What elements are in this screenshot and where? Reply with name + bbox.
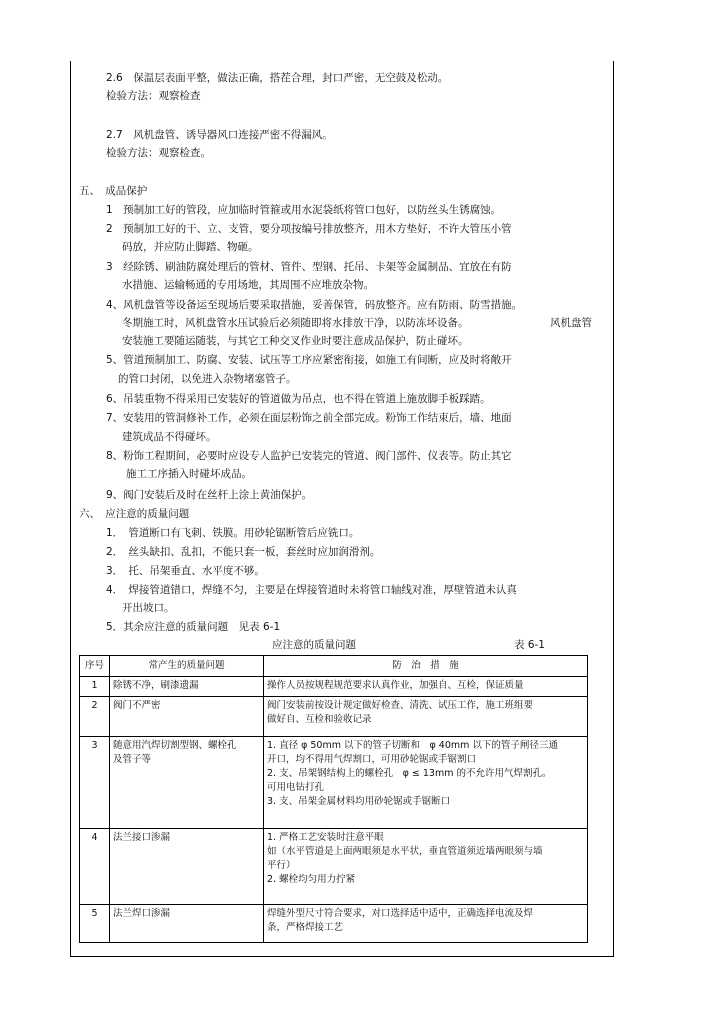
measure-text: 操作人员按规程规范要求认真作业，加强自、互检，保证质量 xyxy=(267,680,524,691)
list-item: 4． 焊接管道错口，焊缝不匀，主要是在焊接管道时未将管口轴线对准，厚壁管道未认真 xyxy=(106,584,517,596)
list-item: 8、粉饰工程期间，必要时应设专人监护已安装完的管道、阀门部件、仪表等。防止其它 xyxy=(106,450,512,462)
row-number: 4 xyxy=(80,829,110,905)
measures-cell xyxy=(264,697,588,737)
page-frame-bottom xyxy=(70,956,613,957)
measure-text: 焊缝外型尺寸符合要求，对口选择适中适中，正确选择电流及焊 xyxy=(267,908,534,919)
list-item: 6、吊装重物不得采用已安装好的管道做为吊点，也不得在管道上施放脚手板踩踏。 xyxy=(106,393,491,405)
measure-text: 做好自、互检和验收记录 xyxy=(267,714,372,725)
measure-text: 如（水平管道是上面两眼须是水平状，垂直管道须近墙两眼须与墙 xyxy=(267,846,543,857)
list-item: 1． 管道断口有飞刺、铁膜。用砂轮锯断管后应铣口。 xyxy=(106,527,360,539)
problem-cell xyxy=(110,697,264,737)
list-item-continued: 水措施、运输畅通的专用场地，其周围不应堆放杂物。 xyxy=(122,279,374,291)
problem-text: 法兰焊口渗漏 xyxy=(113,908,171,919)
measures-cell xyxy=(264,829,588,905)
measures-cell xyxy=(264,905,588,943)
column-header-no: 序号 xyxy=(80,656,110,677)
column-header-measures: 防 治 措 施 xyxy=(264,656,588,677)
column-header-problem: 常产生的质量问题 xyxy=(110,656,264,677)
table-row xyxy=(80,829,588,905)
measures-cell xyxy=(264,677,588,697)
problem-cell xyxy=(110,677,264,697)
list-item: 1 预制加工好的管段，应加临时管箍或用水泥袋纸将管口包好，以防丝头生锈腐蚀。 xyxy=(106,204,502,216)
table-row xyxy=(80,677,588,697)
list-item: 5．其余应注意的质量问题 见表 6-1 xyxy=(106,621,281,633)
table-row xyxy=(80,697,588,737)
row-number: 5 xyxy=(80,905,110,943)
list-item-continued: 风机盘管 xyxy=(550,317,592,329)
list-item: 3． 托、吊架垂直、水平度不够。 xyxy=(106,565,265,577)
table-row xyxy=(80,737,588,829)
inspection-method: 检验方法：观察检查 xyxy=(106,90,201,102)
measure-text: 1. 严格工艺安装时注意平眼 xyxy=(267,832,384,843)
list-item: 2 预制加工好的干、立、支管，要分项按编号排放整齐，用木方垫好，不许大管压小管 xyxy=(106,223,512,235)
inspection-method: 检验方法：观察检查。 xyxy=(106,147,211,159)
row-number: 3 xyxy=(80,737,110,829)
list-item-continued: 安装施工要随运随装，与其它工种交叉作业时要注意成品保护，防止碰坏。 xyxy=(122,335,469,347)
quality-problems-table xyxy=(79,655,588,943)
item-2-7: 2.7 风机盘管、诱导器风口连接严密不得漏风。 xyxy=(106,129,333,141)
table-header-row xyxy=(80,656,588,677)
measure-text: 可用电钻打孔 xyxy=(267,782,325,793)
problem-text: 阀门不严密 xyxy=(113,700,161,711)
measure-text: 3. 支、吊架金属材料均用砂轮锯或手锯断口 xyxy=(267,796,451,807)
problem-cell xyxy=(110,829,264,905)
row-number: 1 xyxy=(80,677,110,697)
measure-text: 条，严格焊接工艺 xyxy=(267,922,344,933)
item-2-6: 2.6 保温层表面平整，做法正确，搭茬合理，封口严密，无空鼓及松动。 xyxy=(106,72,449,84)
table-row xyxy=(80,905,588,943)
measure-text: 2. 螺栓均匀用力拧紧 xyxy=(267,874,356,885)
problem-text: 法兰接口渗漏 xyxy=(113,832,171,843)
problem-text: 随意用汽焊切割型钢、螺栓孔 xyxy=(113,740,237,751)
list-item-continued: 冬期施工时，风机盘管水压试验后必须随即将水排放干净，以防冻坏设备。 xyxy=(122,317,469,329)
problem-text: 除锈不净，刷漆遗漏 xyxy=(113,680,199,691)
list-item-continued: 建筑成品不得碰坏。 xyxy=(122,431,217,443)
list-item-continued: 开出坡口。 xyxy=(122,602,175,614)
list-item: 4、风机盘管等设备运至现场后要采取措施，妥善保管，码放整齐。应有防雨、防雪措施。 xyxy=(106,299,523,311)
list-item: 3 经除锈、刷油防腐处理后的管材、管件、型钢、托吊、卡架等金属制品、宜放在有防 xyxy=(106,261,512,273)
measure-text: 阀门安装前按设计规定做好检查、清洗、试压工作，施工班组要 xyxy=(267,700,534,711)
list-item: 9、阀门安装后及时在丝杆上涂上黄油保护。 xyxy=(106,489,313,501)
table-caption: 应注意的质量问题 xyxy=(272,639,356,651)
section-heading-6: 六、 应注意的质量问题 xyxy=(79,508,190,520)
measures-cell xyxy=(264,737,588,829)
problem-cell xyxy=(110,905,264,943)
problem-text: 及管子等 xyxy=(113,754,152,765)
list-item-continued: 施工工序插入时碰坏成品。 xyxy=(126,468,252,480)
list-item-continued: 码放，并应防止脚踏、物砸。 xyxy=(122,241,259,253)
list-item: 5、管道预制加工、防腐、安装、试压等工序应紧密衔接，如施工有间断，应及时将敞开 xyxy=(106,354,512,366)
measure-text: 1. 直径 φ 50mm 以下的管子切断和 φ 40mm 以下的管子闸径三通 xyxy=(267,740,558,751)
list-item: 2． 丝头缺扣、乱扣，不能只套一板，套丝时应加润滑剂。 xyxy=(106,546,381,558)
list-item-continued: 的管口封闭，以免进入杂物堵塞管子。 xyxy=(118,373,297,385)
measure-text: 开口，均不得用气焊割口，可用砂轮锯或手锯割口 xyxy=(267,754,477,765)
row-number: 2 xyxy=(80,697,110,737)
section-heading-5: 五、 成品保护 xyxy=(79,185,148,197)
measure-text: 2. 支、吊架钢结构上的螺栓孔 φ ≤ 13mm 的不允许用气焊割孔。 xyxy=(267,768,552,779)
measure-text: 平行） xyxy=(267,860,296,871)
table-number: 表 6-1 xyxy=(514,639,545,651)
problem-cell xyxy=(110,737,264,829)
list-item: 7、安装用的管洞修补工作，必须在面层粉饰之前全部完成。粉饰工作结束后，墙、地面 xyxy=(106,412,512,424)
